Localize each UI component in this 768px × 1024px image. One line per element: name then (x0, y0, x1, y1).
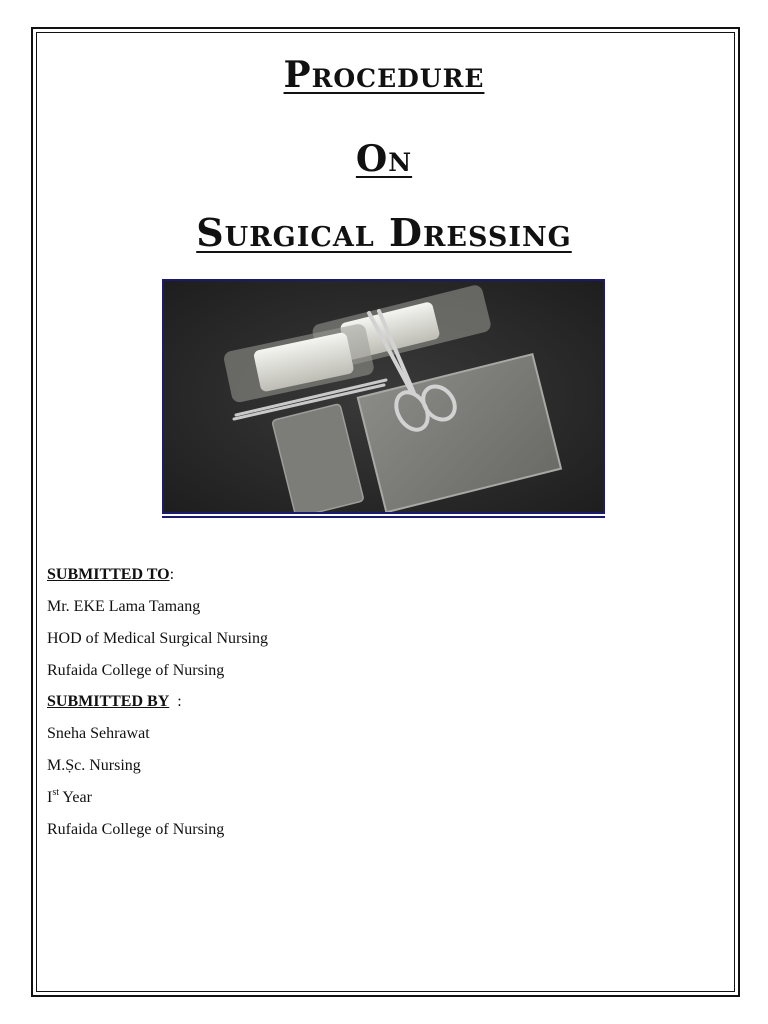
submitted-to-heading: SUBMITTED TO: (47, 566, 175, 583)
photo-underline (162, 516, 605, 518)
submitted-by-name: Sneha Sehrawat (47, 725, 150, 742)
surgical-dressing-photo (162, 279, 605, 514)
surgical-dressing-kit-icon (164, 281, 603, 512)
submitted-by-course: M.Ṣc. Nursing (47, 757, 141, 774)
submitted-to-institution: Rufaida College of Nursing (47, 662, 225, 679)
submitted-by-heading: SUBMITTED BY : (47, 693, 182, 710)
submitted-to-designation: HOD of Medical Surgical Nursing (47, 630, 268, 647)
title-procedure: Procedure (283, 54, 485, 96)
submitted-to-name: Mr. EKE Lama Tamang (47, 598, 201, 615)
submitted-by-year: Ist Year (47, 787, 92, 806)
submitted-by-institution: Rufaida College of Nursing (47, 821, 225, 838)
title-on: On (355, 138, 413, 180)
title-surgical-dressing: Surgical Dressing (196, 210, 572, 255)
